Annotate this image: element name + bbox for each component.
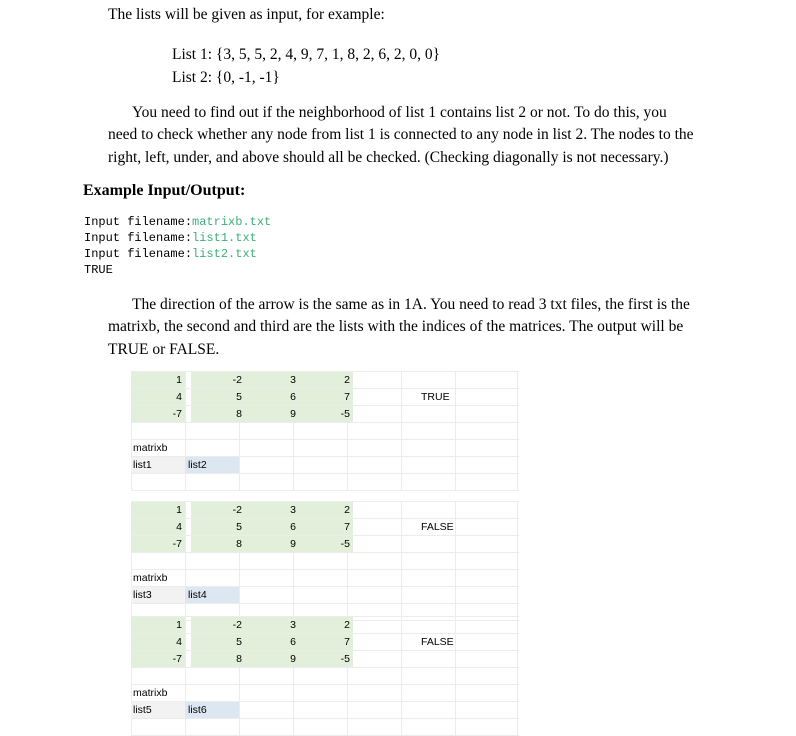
io-line-1: [84, 214, 271, 230]
label-list-b: list4: [185, 587, 239, 603]
matrix-cell: 6: [245, 389, 299, 405]
io-prefix: Input filename:: [84, 231, 193, 245]
grid-col-line: [401, 371, 402, 490]
matrix-cell: 8: [191, 651, 245, 667]
grid-col-line: [455, 616, 456, 735]
matrix-cell: 4: [131, 389, 185, 405]
grid-col-line: [517, 371, 518, 490]
list1-example: List 1: {3, 5, 5, 2, 4, 9, 7, 1, 8, 2, 6, 2, 0, 0}: [172, 46, 441, 63]
matrix-cell: 3: [245, 502, 299, 518]
matrix-cell: -2: [191, 372, 245, 388]
grid-row-line: [131, 422, 519, 423]
io-line-3: [84, 246, 257, 262]
matrix-cell: 1: [131, 372, 185, 388]
matrix-cell: 8: [191, 406, 245, 422]
matrix-cell: 4: [131, 634, 185, 650]
io-prefix: Input filename:: [84, 247, 193, 261]
matrix-cell: 2: [299, 617, 353, 633]
list2-example: List 2: {0, -1, -1}: [172, 69, 280, 86]
grid-row-line: [131, 490, 519, 491]
matrix-cell: 6: [245, 519, 299, 535]
matrix-cell: 1: [131, 502, 185, 518]
grid-row-line: [131, 718, 519, 719]
matrix-cell: 7: [299, 634, 353, 650]
matrix-cell: 3: [245, 372, 299, 388]
grid-row-line: [131, 569, 519, 570]
io-line-2: [84, 230, 257, 246]
matrix-cell: 2: [299, 372, 353, 388]
grid-col-line: [401, 501, 402, 620]
grid-row-line: [131, 552, 519, 553]
matrix-cell: -7: [131, 406, 185, 422]
label-list-a: list3: [131, 587, 185, 603]
label-matrix: matrixb: [133, 442, 168, 454]
para1-line2: need to check whether any node from list 1 is connected to any node in list 2. The nodes to the: [108, 126, 694, 143]
grid-row-line: [131, 684, 519, 685]
para1-line1: You need to find out if the neighborhood of list 1 contains list 2 or not. To do this, you: [132, 104, 667, 121]
matrix-cell: -5: [299, 406, 353, 422]
matrix-cell: 7: [299, 389, 353, 405]
label-list-a: list5: [131, 702, 185, 718]
matrix-cell: 1: [131, 617, 185, 633]
matrix-cell: 9: [245, 406, 299, 422]
label-list-b: list6: [185, 702, 239, 718]
label-list-b: list2: [185, 457, 239, 473]
result-value: FALSE: [421, 636, 454, 648]
label-list-a: list1: [131, 457, 185, 473]
grid-row-line: [131, 667, 519, 668]
io-output: TRUE: [84, 263, 113, 277]
label-matrix: matrixb: [133, 572, 168, 584]
label-matrix: matrixb: [133, 687, 168, 699]
result-value: FALSE: [421, 521, 454, 533]
matrix-cell: 3: [245, 617, 299, 633]
matrix-cell: 6: [245, 634, 299, 650]
grid-col-line: [401, 616, 402, 735]
grid-col-line: [455, 501, 456, 620]
matrix-cell: -5: [299, 536, 353, 552]
matrix-cell: -2: [191, 617, 245, 633]
io-prefix: Input filename:: [84, 215, 193, 229]
para2-line2: matrixb, the second and third are the lists with the indices of the matrices. The output will be: [108, 318, 684, 335]
io-filename: list2.txt: [192, 247, 257, 261]
para2-line1: The direction of the arrow is the same as in 1A. You need to read 3 txt files, the first is the: [132, 296, 690, 313]
grid-col-line: [517, 616, 518, 735]
grid-col-line: [517, 501, 518, 620]
matrix-cell: -2: [191, 502, 245, 518]
example-heading: Example Input/Output:: [83, 182, 246, 199]
para2-line3: TRUE or FALSE.: [108, 341, 220, 358]
matrix-cell: 9: [245, 651, 299, 667]
matrix-cell: -5: [299, 651, 353, 667]
grid-row-line: [131, 473, 519, 474]
matrix-cell: 8: [191, 536, 245, 552]
matrix-cell: -7: [131, 651, 185, 667]
io-filename: matrixb.txt: [192, 215, 272, 229]
matrix-cell: 2: [299, 502, 353, 518]
grid-row-line: [131, 603, 519, 604]
matrix-cell: 7: [299, 519, 353, 535]
io-filename: list1.txt: [192, 231, 257, 245]
matrix-cell: 5: [191, 519, 245, 535]
matrix-cell: 5: [191, 389, 245, 405]
intro-text: The lists will be given as input, for example:: [108, 6, 385, 23]
matrix-cell: 9: [245, 536, 299, 552]
para1-line3: right, left, under, and above should all be checked. (Checking diagonally is not necessary.): [108, 149, 669, 166]
matrix-cell: -7: [131, 536, 185, 552]
matrix-cell: 4: [131, 519, 185, 535]
result-value: TRUE: [421, 391, 450, 403]
grid-col-line: [455, 371, 456, 490]
grid-row-line: [131, 439, 519, 440]
matrix-cell: 5: [191, 634, 245, 650]
